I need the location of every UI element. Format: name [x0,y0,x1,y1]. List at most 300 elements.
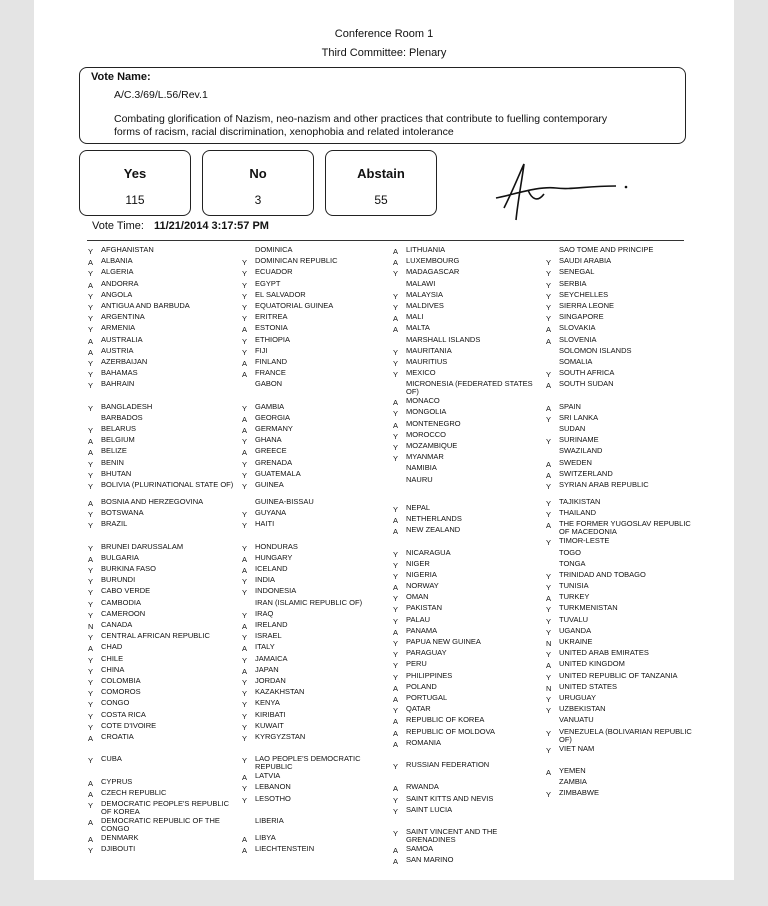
country-name: GERMANY [255,424,293,433]
vote-mark: Y [88,633,94,643]
country-name: YEMEN [559,765,586,775]
country-name: KAZAKHSTAN [255,687,305,697]
vote-row [393,268,546,279]
country-name: SAO TOME AND PRINCIPE [559,245,654,254]
vote-mark: Y [242,677,248,687]
vote-row [546,728,699,745]
vote-mark: Y [242,470,248,480]
vote-row [242,447,395,458]
country-name: DOMINICAN REPUBLIC [255,256,338,266]
country-name: DEMOCRATIC REPUBLIC OF THE CONGO [101,816,220,833]
country-name: COLOMBIA [101,675,141,685]
vote-mark: Y [88,756,94,766]
vote-mark: Y [88,325,94,335]
country-name: KUWAIT [255,720,284,730]
country-name: PORTUGAL [406,692,448,702]
country-name: EQUATORIAL GUINEA [255,300,334,310]
vote-mark: Y [242,336,248,346]
vote-row [242,795,395,806]
vote-row [88,643,241,654]
country-name: URUGUAY [559,692,596,702]
country-name: PHILIPPINES [406,670,453,680]
vote-mark: Y [88,302,94,312]
vote-mark: Y [242,481,248,491]
country-name: CABO VERDE [101,586,151,596]
vote-row [242,532,395,543]
vote-mark: Y [242,711,248,721]
vote-mark: Y [88,426,94,435]
vote-mark: Y [88,510,94,520]
country-name: BOTSWANA [101,508,144,518]
country-name: HUNGARY [255,552,293,562]
country-name: NAURU [406,474,433,484]
vote-mark: Y [88,481,94,491]
vote-mark: A [242,370,248,380]
country-name: UGANDA [559,625,592,635]
country-name: KYRGYZSTAN [255,731,306,741]
vote-mark: Y [393,504,399,514]
country-name: FIJI [255,345,268,355]
country-name: BELARUS [101,424,137,433]
vote-mark: A [393,420,399,430]
vote-row [393,806,546,817]
vote-mark: A [393,247,399,256]
country-name: BRUNEI DARUSSALAM [101,541,184,551]
country-name: TURKMENISTAN [559,603,618,613]
vote-mark: Y [88,269,94,279]
vote-row [88,587,241,598]
country-name: AFGHANISTAN [101,245,154,254]
country-name: SURINAME [559,435,599,445]
country-name: SIERRA LEONE [559,300,615,310]
vote-mark: N [546,683,552,693]
country-name: SAINT VINCENT AND THE GRENADINES [406,827,498,845]
country-name: SWEDEN [559,457,592,467]
country-name: CYPRUS [101,776,133,786]
vote-time-value: 11/21/2014 3:17:57 PM [153,220,269,232]
vote-mark: A [88,498,94,508]
country-name: EGYPT [255,278,281,288]
vote-row [393,761,546,772]
vote-mark: Y [88,459,94,469]
vote-row [242,817,395,834]
vote-mark: Y [393,706,399,716]
country-name: PAKISTAN [406,603,442,613]
vote-mark: Y [88,470,94,480]
country-name: COSTA RICA [101,709,146,719]
vote-row [88,481,241,498]
vote-mark: Y [88,588,94,598]
country-name: TONGA [559,558,586,568]
vote-mark: Y [393,549,399,559]
vote-mark: A [242,773,248,783]
country-name: CHILE [101,653,124,663]
country-name: KIRIBATI [255,709,286,719]
country-name: IRAQ [255,608,274,618]
country-name: AUSTRIA [101,345,134,355]
country-name: LIECHTENSTEIN [255,844,315,854]
country-name: ECUADOR [255,267,293,277]
vote-mark: Y [393,806,399,816]
vote-mark: Y [88,700,94,710]
vote-row [242,324,395,335]
vote-mark: A [242,325,248,335]
vote-mark: A [242,358,248,368]
vote-row [546,520,699,537]
country-name: UNITED KINGDOM [559,659,625,669]
country-name: ANGOLA [101,289,133,299]
vote-mark: A [88,554,94,564]
country-name: TRINIDAD AND TOBAGO [559,569,646,579]
vote-mark: Y [546,627,552,637]
vote-mark: Y [393,370,399,380]
vote-row [393,739,546,750]
vote-row [546,336,699,347]
vote-mark: A [393,857,399,867]
country-name: INDIA [255,575,276,585]
vote-row [242,380,395,391]
country-name: TURKEY [559,592,590,602]
vote-mark: A [242,666,248,676]
vote-mark: Y [88,521,94,531]
vote-mark: Y [242,655,248,665]
vote-mark: Y [546,370,552,380]
vote-time [92,220,269,232]
country-name: SOMALIA [559,356,593,366]
vote-mark: Y [393,661,399,671]
country-name: NIGERIA [406,569,437,579]
vote-row [242,481,395,498]
country-name: FINLAND [255,356,288,366]
committee-title: Third Committee: Plenary [321,47,447,59]
vote-row [242,643,395,654]
country-name: UNITED ARAB EMIRATES [559,648,649,658]
country-name: MAURITIUS [406,356,448,366]
country-name: DENMARK [101,833,139,842]
vote-row [242,711,395,722]
country-name: CUBA [101,754,122,764]
vote-mark: Y [393,795,399,805]
country-name: SINGAPORE [559,312,604,322]
vote-mark: Y [393,639,399,648]
country-name: ROMANIA [406,737,442,747]
country-name: ERITREA [255,312,288,322]
country-name: FRANCE [255,368,286,378]
country-name: MOZAMBIQUE [406,441,458,450]
vote-row [242,520,395,531]
country-name: MONACO [406,396,440,406]
vote-mark: Y [393,650,399,660]
country-name: CENTRAL AFRICAN REPUBLIC [101,631,210,641]
vote-mark: Y [88,381,94,391]
country-name: SEYCHELLES [559,289,609,299]
vote-mark: Y [88,846,94,856]
vote-mark: A [88,258,94,268]
vote-row [88,711,241,722]
vote-mark: Y [393,431,399,441]
country-name: ZIMBABWE [559,788,600,798]
vote-mark: Y [546,291,552,301]
vote-mark: N [546,639,552,648]
country-column-3 [393,246,546,868]
country-name: BARBADOS [101,412,143,422]
vote-mark: A [88,347,94,357]
vote-mark: Y [88,247,94,256]
vote-mark: Y [546,694,552,704]
abstain-count-box [325,150,437,216]
country-name: ZAMBIA [559,777,587,787]
country-name: QATAR [406,704,431,714]
vote-mark: Y [546,616,552,626]
country-name: MONTENEGRO [406,418,461,428]
divider [87,240,684,241]
vote-row [546,324,699,335]
country-name: ISRAEL [255,631,282,641]
vote-row [88,391,241,402]
country-name: EL SALVADOR [255,289,306,299]
vote-mark: Y [242,280,248,290]
vote-row [546,604,699,615]
vote-row [242,845,395,856]
vote-mark: Y [88,722,94,732]
vote-mark: Y [88,291,94,301]
country-name: BURUNDI [101,575,136,585]
country-name: THE FORMER YUGOSLAV REPUBLIC OF MACEDONIA [559,519,691,537]
country-name: ALBANIA [101,256,133,266]
vote-mark: Y [88,543,94,553]
country-name: LITHUANIA [406,245,446,254]
vote-mark: Y [88,403,94,413]
vote-mark: Y [242,437,248,447]
country-name: MYANMAR [406,452,444,462]
vote-mark: Y [546,314,552,324]
country-name: SWAZILAND [559,446,603,456]
country-name: GUYANA [255,508,287,518]
vote-mark: Y [88,677,94,687]
country-name: ARMENIA [101,323,136,333]
no-count-box [202,150,314,216]
vote-mark: N [88,622,94,631]
country-name: HAITI [255,519,275,529]
country-name: SAUDI ARABIA [559,256,612,266]
vote-mark: A [242,622,248,631]
country-name: SWITZERLAND [559,468,613,478]
country-name: SAINT KITTS AND NEVIS [406,793,494,803]
vote-row [242,783,395,794]
vote-time-label: Vote Time: [92,220,144,232]
country-name: LIBYA [255,833,276,842]
country-name: MOROCCO [406,429,446,439]
country-name: SRI LANKA [559,412,599,422]
vote-mark: Y [393,443,399,452]
country-name: TIMOR-LESTE [559,536,610,546]
country-name: VENEZUELA (BOLIVARIAN REPUBLIC OF) [559,726,692,744]
vote-row [88,699,241,710]
country-name: COTE D'IVOIRE [101,720,157,730]
vote-row [242,733,395,744]
vote-mark: Y [546,728,552,738]
vote-mark: Y [242,459,248,469]
country-name: ARGENTINA [101,312,145,322]
vote-row [393,549,546,560]
country-name: GEORGIA [255,412,291,422]
vote-mark: A [546,521,552,531]
vote-row [393,464,546,475]
vote-mark: A [88,644,94,654]
vote-row [88,447,241,458]
vote-mark: A [393,846,399,856]
vote-mark: Y [393,594,399,604]
country-name: JAMAICA [255,653,288,663]
document-page [34,0,734,880]
vote-name-label: Vote Name: [91,71,151,83]
vote-mark: Y [88,655,94,665]
vote-row [393,660,546,671]
vote-mark: Y [88,566,94,576]
country-name: TUVALU [559,614,589,624]
vote-mark: Y [88,610,94,620]
vote-mark: A [242,414,248,424]
vote-mark: Y [88,801,94,810]
country-column-4 [546,246,699,800]
country-name: CHAD [101,642,123,652]
country-name: THAILAND [559,508,597,518]
country-name: HONDURAS [255,541,298,551]
country-name: DEMOCRATIC PEOPLE'S REPUBLIC OF KOREA [101,799,229,816]
vote-mark: Y [393,358,399,368]
vote-mark: Y [393,269,399,279]
country-name: NIGER [406,558,430,568]
country-name: GAMBIA [255,401,285,411]
vote-row [242,755,395,772]
vote-mark: A [242,448,248,458]
vote-mark: Y [242,543,248,553]
vote-mark: Y [242,347,248,357]
vote-row [393,716,546,727]
vote-mark: A [242,644,248,654]
vote-mark: Y [393,605,399,615]
vote-mark: Y [88,666,94,676]
country-name: CHINA [101,664,125,674]
vote-code: A/C.3/69/L.56/Rev.1 [114,89,208,101]
vote-row [242,699,395,710]
vote-mark: A [88,280,94,290]
vote-mark: A [393,258,399,268]
vote-row [88,817,241,834]
country-name: LESOTHO [255,793,291,803]
vote-mark: Y [393,454,399,464]
vote-mark: A [546,470,552,480]
vote-mark: A [393,739,399,749]
country-name: MICRONESIA (FEDERATED STATES OF) [406,379,533,397]
vote-row [546,380,699,391]
vote-mark: Y [88,711,94,721]
vote-mark: Y [242,689,248,699]
country-name: KENYA [255,698,280,708]
vote-mark: A [88,789,94,799]
no-count: 3 [254,193,262,207]
country-name: BELGIUM [101,435,135,445]
vote-row [88,755,241,766]
vote-mark: Y [546,672,552,682]
country-name: MADAGASCAR [406,267,460,277]
country-name: AZERBAIJAN [101,356,148,366]
country-name: NEPAL [406,502,431,512]
vote-mark: A [88,818,94,827]
country-name: SERBIA [559,278,587,288]
vote-row [546,391,699,402]
vote-mark: Y [546,706,552,716]
vote-mark: Y [242,633,248,643]
vote-mark: A [393,515,399,525]
country-name: COMOROS [101,687,141,697]
vote-row [393,324,546,335]
country-name: SAINT LUCIA [406,804,453,814]
vote-row [546,481,699,498]
country-name: SOUTH SUDAN [559,379,614,389]
country-name: UNITED STATES [559,681,618,691]
country-name: NICARAGUA [406,547,451,557]
vote-mark: Y [546,258,552,268]
country-name: BENIN [101,457,124,467]
country-name: LAO PEOPLE'S DEMOCRATIC REPUBLIC [255,754,361,772]
vote-mark: Y [88,599,94,609]
vote-row [546,716,699,727]
country-name: IRAN (ISLAMIC REPUBLIC OF) [255,597,363,607]
country-name: PANAMA [406,625,438,635]
vote-mark: A [546,403,552,413]
country-name: SUDAN [559,424,586,433]
vote-row [546,660,699,671]
vote-mark: Y [546,650,552,660]
country-column-1 [88,246,241,856]
country-name: PAPUA NEW GUINEA [406,637,481,646]
country-name: RWANDA [406,782,439,792]
country-name: VANUATU [559,715,594,725]
vote-row [546,537,699,548]
country-name: CANADA [101,620,133,629]
country-name: MEXICO [406,368,436,378]
vote-mark: Y [242,521,248,531]
vote-mark: Y [88,689,94,699]
country-name: GRENADA [255,457,293,467]
country-name: LUXEMBOURG [406,256,460,266]
country-name: SLOVENIA [559,334,597,344]
country-name: TOGO [559,547,581,557]
vote-row [393,336,546,347]
vote-description: Combating glorification of Nazism, neo-nazism and other practices that contribute to fuelling contemporary forms of racism, racial discrimination, xenophobia and related intolerance [114,113,608,138]
vote-mark: Y [393,347,399,357]
country-name: UZBEKISTAN [559,704,606,714]
country-name: BHUTAN [101,468,132,478]
vote-mark: Y [546,481,552,491]
country-name: MALDIVES [406,300,444,310]
signature-icon [466,160,636,225]
country-name: IRELAND [255,620,288,629]
country-name: SOUTH AFRICA [559,368,615,378]
vote-row [88,766,241,777]
vote-row [546,447,699,458]
country-name: SAN MARINO [406,855,454,865]
vote-mark: A [242,846,248,856]
vote-row [88,268,241,279]
vote-mark: A [393,325,399,335]
country-name: SLOVAKIA [559,323,596,333]
vote-row [393,537,546,548]
vote-mark: Y [546,414,552,424]
vote-mark: Y [546,269,552,279]
country-name: PARAGUAY [406,648,447,658]
